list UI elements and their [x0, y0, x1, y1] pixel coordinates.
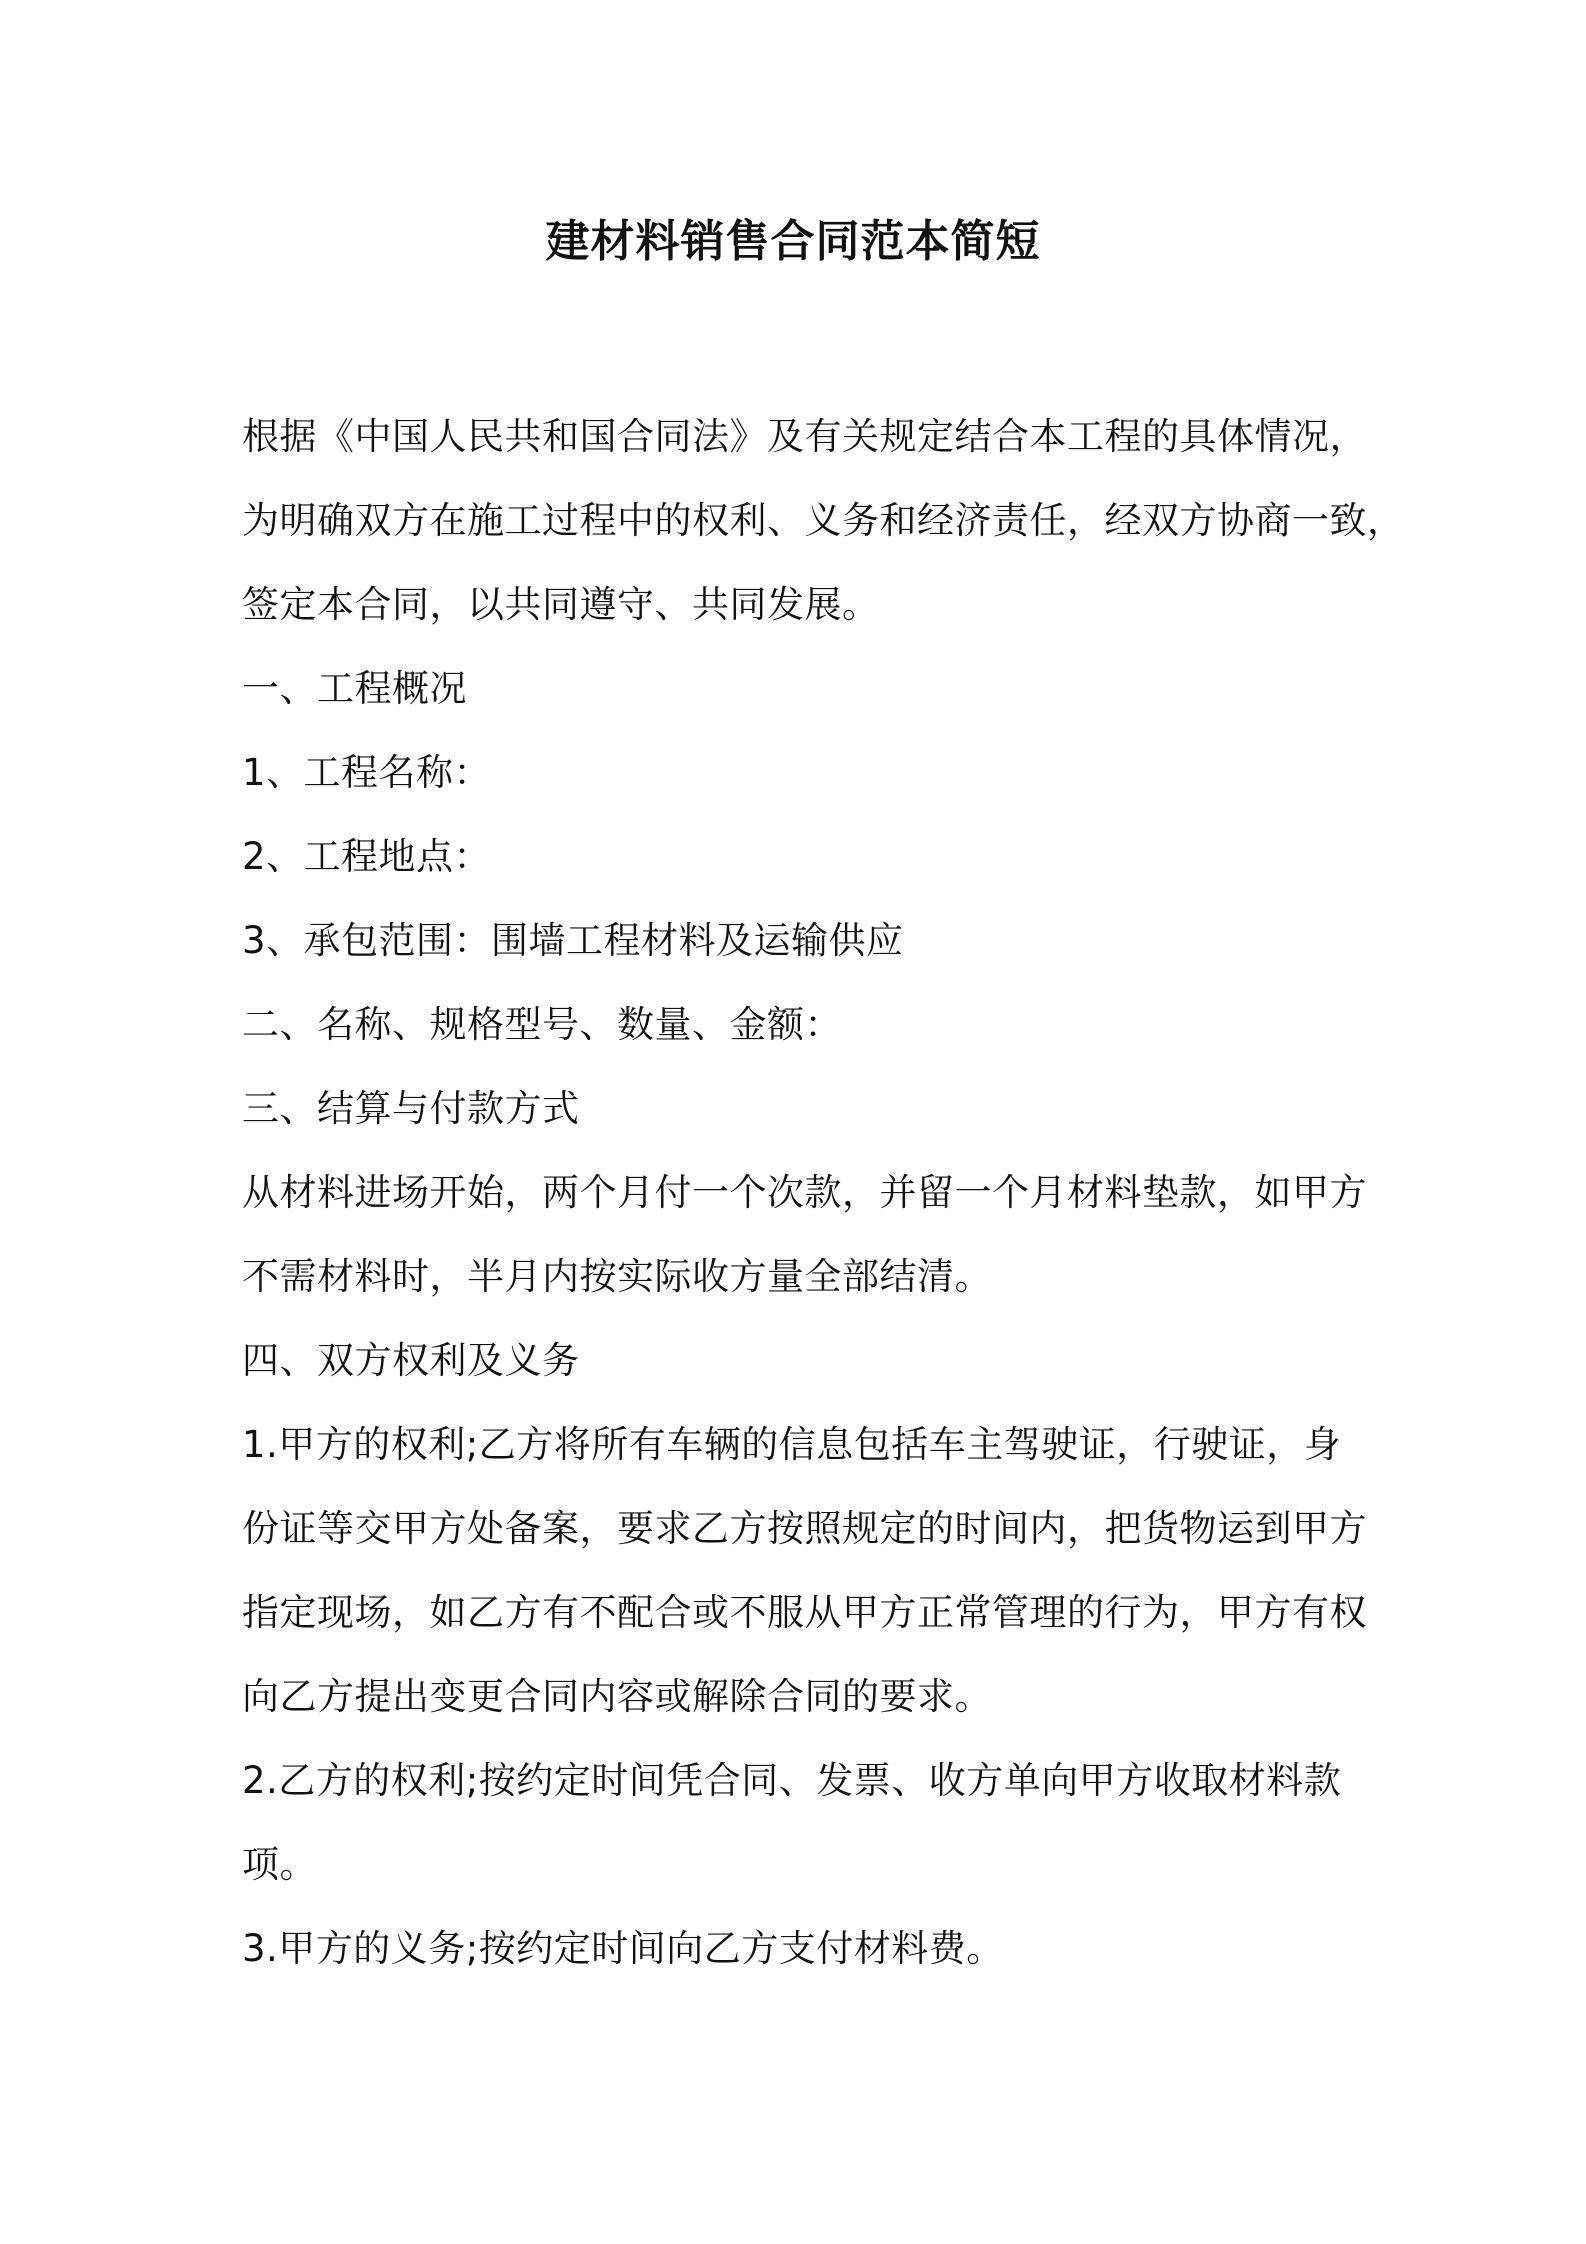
paragraph-line: 1.甲方的权利;乙方将所有车辆的信息包括车主驾驶证，行驶证，身 [242, 1423, 1342, 1466]
paragraph-line: 从材料进场开始，两个月付一个次款，并留一个月材料垫款，如甲方 [242, 1171, 1367, 1214]
list-item: 1、工程名称： [242, 751, 492, 794]
list-item: 2、工程地点： [242, 835, 492, 878]
section-heading: 一、工程概况 [242, 667, 467, 710]
paragraph-line: 3.甲方的义务;按约定时间向乙方支付材料费。 [242, 1927, 1004, 1970]
paragraph-line: 指定现场，如乙方有不配合或不服从甲方正常管理的行为，甲方有权 [242, 1591, 1367, 1634]
paragraph-line: 份证等交甲方处备案，要求乙方按照规定的时间内，把货物运到甲方 [242, 1507, 1367, 1550]
paragraph-line: 2.乙方的权利;按约定时间凭合同、发票、收方单向甲方收取材料款 [242, 1759, 1342, 1802]
paragraph-line: 项。 [242, 1843, 317, 1886]
paragraph-line: 签定本合同，以共同遵守、共同发展。 [242, 583, 880, 626]
section-heading: 三、结算与付款方式 [242, 1087, 580, 1130]
section-heading: 四、双方权利及义务 [242, 1339, 580, 1382]
paragraph-line: 根据《中国人民共和国合同法》及有关规定结合本工程的具体情况， [242, 415, 1367, 458]
paragraph-line: 不需材料时，半月内按实际收方量全部结清。 [242, 1255, 992, 1298]
list-item: 3、承包范围：围墙工程材料及运输供应 [242, 919, 904, 962]
section-heading: 二、名称、规格型号、数量、金额： [242, 1003, 842, 1046]
document-title: 建材料销售合同范本简短 [545, 216, 1041, 267]
paragraph-line: 向乙方提出变更合同内容或解除合同的要求。 [242, 1675, 992, 1718]
paragraph-line: 为明确双方在施工过程中的权利、义务和经济责任，经双方协商一致， [242, 499, 1405, 542]
